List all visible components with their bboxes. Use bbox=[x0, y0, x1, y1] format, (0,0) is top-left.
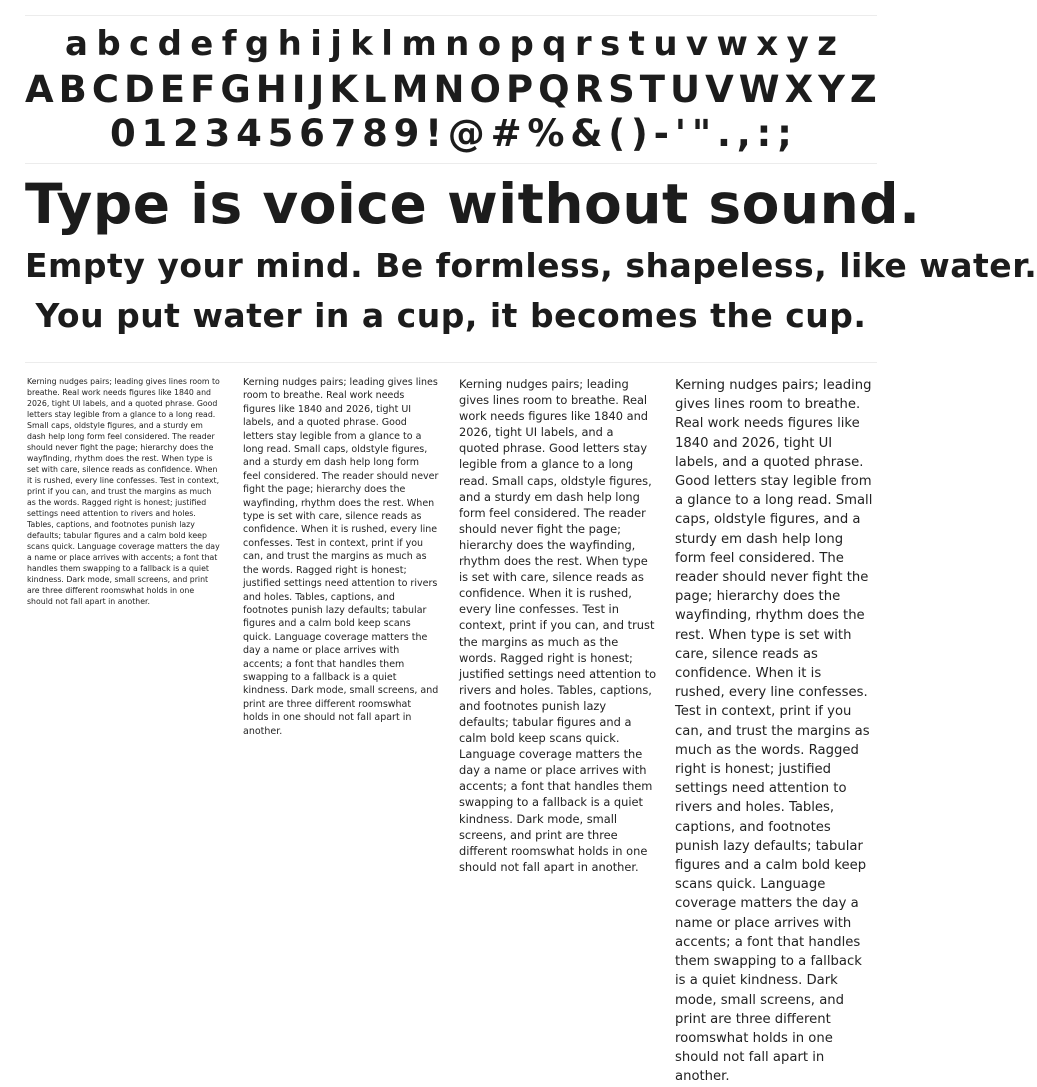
glyph: Z bbox=[849, 68, 877, 111]
glyph: F bbox=[190, 68, 216, 111]
glyph: M bbox=[391, 68, 429, 111]
glyph: 5 bbox=[267, 112, 294, 155]
glyph: . bbox=[716, 112, 731, 155]
glyph: P bbox=[505, 68, 534, 111]
divider bbox=[25, 15, 877, 16]
glyph: m bbox=[401, 24, 437, 64]
text-column-xsmall: Kerning nudges pairs; leading gives lines room to breathe. Real work needs figures like 1840 and 2026, tight UI labels, and a quoted phrase. Good letters stay legible from a glance to a long read. Small caps, oldstyle figures, and a sturdy em dash help long form feel considered. The reader should never fight the page; hierarchy does the wayfinding, rhythm does the rest. When type is set with care, silence reads as confidence. When it is rushed, every line confesses. Test in context, print if you can, and trust the margins as much as the words. Ragged right is honest; justified settings need attention to rivers and holes. Tables, captions, and footnotes punish lazy defaults; tabular figures and a calm bold keep scans quick. Language coverage matters the day a name or place arrives with accents; a font that handles them swapping to a fallback is a quiet kindness. Dark mode, small screens, and print are three different roomswhat holds in one should not fall apart in another. bbox=[27, 377, 220, 606]
text-column-medium: Kerning nudges pairs; leading gives lines room to breathe. Real work needs figures like 1840 and 2026, tight UI labels, and a quoted phrase. Good letters stay legible from a glance to a long read. Small caps, oldstyle figures, and a sturdy em dash help long form feel considered. The reader should never fight the page; hierarchy does the wayfinding, rhythm does the rest. When type is set with care, silence reads as confidence. When it is rushed, every line confesses. Test in context, print if you can, and trust the margins as much as the words. Ragged right is honest; justified settings need attention to rivers and holes. Tables, captions, and footnotes punish lazy defaults; tabular figures and a calm bold keep scans quick. Language coverage matters the day a name or place arrives with accents; a font that handles them swapping to a fallback is a quiet kindness. Dark mode, small screens, and print are three different roomswhat holds in one should not fall apart in another. bbox=[459, 377, 657, 874]
glyph: H bbox=[255, 68, 287, 111]
glyph: 8 bbox=[362, 112, 388, 155]
glyph: u bbox=[653, 24, 678, 64]
glyph: s bbox=[600, 24, 621, 64]
glyph: J bbox=[310, 68, 325, 111]
glyph: O bbox=[469, 68, 501, 111]
glyph: h bbox=[277, 24, 302, 64]
glyph: ( bbox=[608, 112, 626, 155]
glyph: T bbox=[639, 68, 665, 111]
glyph: - bbox=[653, 112, 669, 155]
glyph: p bbox=[509, 24, 534, 64]
glyph: @ bbox=[447, 112, 485, 155]
glyph: n bbox=[445, 24, 470, 64]
glyph: r bbox=[574, 24, 592, 64]
glyph: # bbox=[490, 112, 522, 155]
glyph: C bbox=[91, 68, 120, 111]
glyph: y bbox=[786, 24, 809, 64]
glyph: q bbox=[542, 24, 567, 64]
digits-punctuation-glyph-row bbox=[25, 112, 877, 158]
glyph: d bbox=[157, 24, 182, 64]
glyph: L bbox=[363, 68, 387, 111]
glyph: S bbox=[608, 68, 635, 111]
glyph: Q bbox=[538, 68, 570, 111]
glyph: K bbox=[329, 68, 359, 111]
glyph: ' bbox=[674, 112, 687, 155]
glyph: G bbox=[220, 68, 251, 111]
glyph: V bbox=[705, 68, 734, 111]
glyph: D bbox=[124, 68, 155, 111]
glyph: f bbox=[221, 24, 237, 64]
text-column-large: Kerning nudges pairs; leading gives lines room to breathe. Real work needs figures like 1840 and 2026, tight UI labels, and a quoted phrase. Good letters stay legible from a glance to a long read. Small caps, oldstyle figures, and a sturdy em dash help long form feel considered. The reader should never fight the page; hierarchy does the wayfinding, rhythm does the rest. When type is set with care, silence reads as confidence. When it is rushed, every line confesses. Test in context, print if you can, and trust the margins as much as the words. Ragged right is honest; justified settings need attention to rivers and holes. Tables, captions, and footnotes punish lazy defaults; tabular figures and a calm bold keep scans quick. Language coverage matters the day a name or place arrives with accents; a font that handles them swapping to a fallback is a quiet kindness. Dark mode, small screens, and print are three different roomswhat holds in one should not fall apart in another. bbox=[675, 378, 873, 1085]
glyph: t bbox=[628, 24, 645, 64]
glyph: v bbox=[685, 24, 709, 64]
glyph: 7 bbox=[330, 112, 357, 155]
glyph: 3 bbox=[204, 112, 231, 155]
glyph: 6 bbox=[299, 112, 325, 155]
glyph: " bbox=[691, 112, 712, 155]
lowercase-glyph-row bbox=[25, 24, 877, 66]
glyph: i bbox=[310, 24, 322, 64]
glyph: c bbox=[129, 24, 150, 64]
glyph: A bbox=[25, 68, 54, 111]
glyph: z bbox=[817, 24, 837, 64]
glyph: k bbox=[350, 24, 373, 64]
glyph: : bbox=[756, 112, 772, 155]
glyph: g bbox=[244, 24, 270, 64]
glyph: W bbox=[738, 68, 780, 111]
glyph: & bbox=[570, 112, 603, 155]
glyph: 4 bbox=[236, 112, 262, 155]
glyph: e bbox=[190, 24, 214, 64]
glyph: U bbox=[670, 68, 701, 111]
glyph: X bbox=[784, 68, 814, 111]
glyph: x bbox=[756, 24, 779, 64]
display-line-large: Type is voice without sound. bbox=[25, 172, 921, 236]
glyph: 1 bbox=[141, 112, 168, 155]
glyph: , bbox=[736, 112, 751, 155]
glyph: % bbox=[527, 112, 565, 155]
glyph: 0 bbox=[110, 112, 136, 155]
text-column-small: Kerning nudges pairs; leading gives lines room to breathe. Real work needs figures like 1840 and 2026, tight UI labels, and a quoted phrase. Good letters stay legible from a glance to a long read. Small caps, oldstyle figures, and a sturdy em dash help long form feel considered. The reader should never fight the page; hierarchy does the wayfinding, rhythm does the rest. When type is set with care, silence reads as confidence. When it is rushed, every line confesses. Test in context, print if you can, and trust the margins as much as the words. Ragged right is honest; justified settings need attention to rivers and holes. Tables, captions, and footnotes punish lazy defaults; tabular figures and a calm bold keep scans quick. Language coverage matters the day a name or place arrives with accents; a font that handles them swapping to a fallback is a quiet kindness. Dark mode, small screens, and print are three different roomswhat holds in one should not fall apart in another. bbox=[243, 377, 439, 737]
divider bbox=[25, 362, 877, 363]
glyph: B bbox=[58, 68, 87, 111]
glyph: E bbox=[159, 68, 186, 111]
glyph: ! bbox=[425, 112, 443, 155]
glyph: R bbox=[574, 68, 604, 111]
glyph: ) bbox=[630, 112, 648, 155]
glyph: 2 bbox=[173, 112, 199, 155]
uppercase-glyph-row bbox=[25, 68, 877, 114]
display-line-medium: Empty your mind. Be formless, shapeless, like water. bbox=[25, 246, 1037, 285]
glyph: l bbox=[381, 24, 393, 64]
glyph: 9 bbox=[393, 112, 420, 155]
glyph: a bbox=[65, 24, 88, 64]
glyph: b bbox=[96, 24, 121, 64]
glyph: N bbox=[433, 68, 465, 111]
display-line-medium: You put water in a cup, it becomes the cup. bbox=[35, 296, 867, 335]
glyph: Y bbox=[818, 68, 845, 111]
glyph: ; bbox=[777, 112, 792, 155]
glyph: w bbox=[716, 24, 748, 64]
glyph: I bbox=[291, 68, 306, 111]
divider bbox=[25, 163, 877, 164]
glyph: o bbox=[477, 24, 502, 64]
glyph: j bbox=[330, 24, 342, 64]
